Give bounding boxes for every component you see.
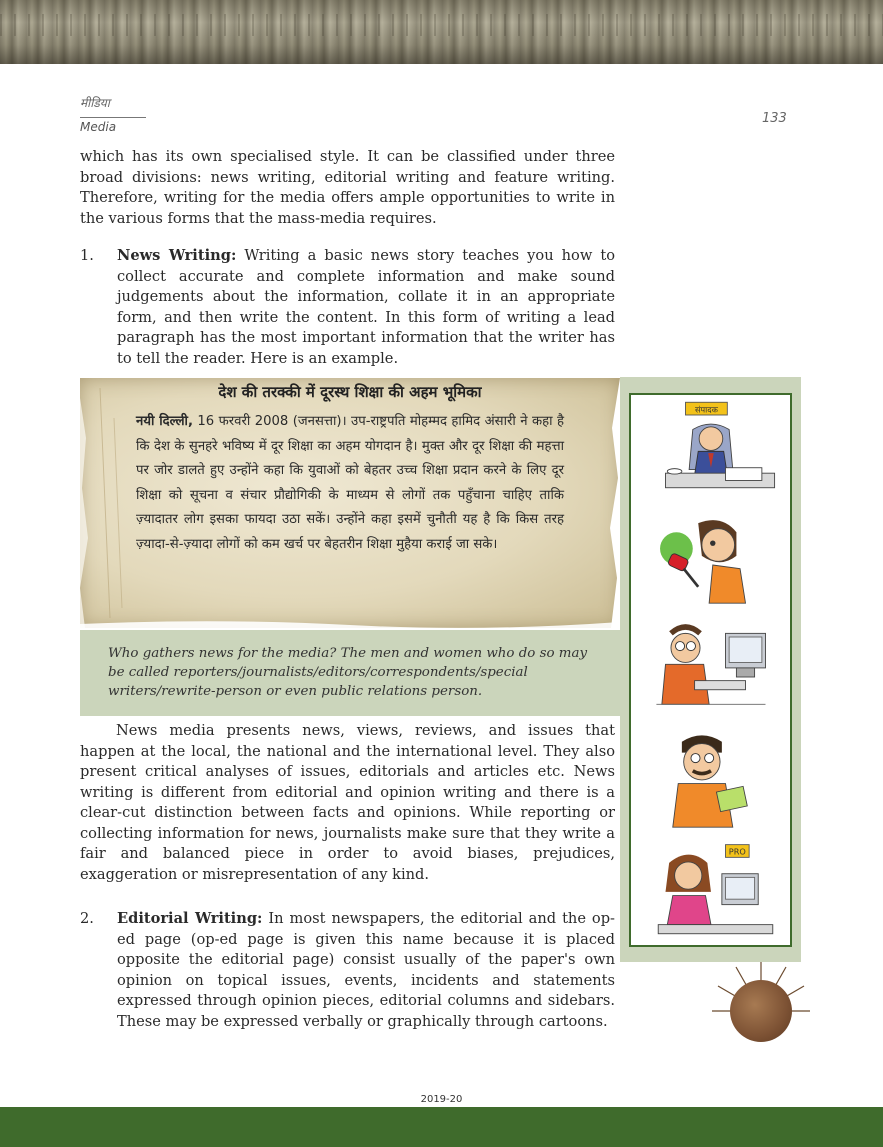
intro-paragraph: which has its own specialised style. It can be classified under three broad divisions: news writing, editorial writing and feature writing. Therefore, writing for the media offers ample opportunities to write in the various forms that the mass-media requires. (80, 148, 615, 227)
public-relations-cartoon (631, 841, 790, 941)
writer-computer-cartoon (631, 617, 790, 717)
caption-box (80, 630, 620, 716)
item-2-heading: Editorial Writing: (117, 910, 263, 927)
newspaper-clipping (80, 378, 620, 628)
cartoon-side-panel (620, 377, 801, 962)
footer-band (0, 1107, 883, 1147)
pro-sign-text: PRO (728, 846, 746, 857)
running-head-english: Media (80, 117, 146, 134)
clipping-text: 16 फरवरी 2008 (जनसत्ता)। उप-राष्ट्रपति मोहम्मद हामिद अंसारी ने कहा है कि देश के सुनहरे भविष्य में दूर शिक्षा का अहम योगदान है। मुक्त और दूर शिक्षा की महत्ता पर जोर डालते हुए उन्होंने कहा कि युवाओं को बेहतर उच्च शिक्षा प्रदान करने के लिए दूर शिक्षा को सूचना व संचार प्रौद्योगिकी के माध्यम से लोगों तक पहुँचाना चाहिए ताकि ज़्यादातर लोग इसका फायदा उठा सकें। उन्होंने कहा इसमें चुनौती यह है कि किस तरह ज़्यादा-से-ज़्यादा लोगों को कम खर्च पर बेहतरीन शिक्षा मुहैया कराई जा सके। (136, 414, 564, 552)
clipping-headline: देश की तरक्की में दूरस्थ शिक्षा की अहम भूमिका (218, 383, 482, 401)
journalist-notepad-cartoon (631, 729, 790, 829)
decorative-header-band (0, 0, 883, 64)
clipping-body (136, 410, 564, 557)
item-2-editorial-writing (117, 909, 615, 1032)
footer-year: 2019-20 (420, 1094, 463, 1105)
page-number: 133 (762, 111, 787, 126)
item-1-text: Writing a basic news story teaches you how to collect accurate and complete information and make sound judgements about the information, collate it in an appropriate form, and then write the content. In this form of writing a lead paragraph has the most important information that the writer has to tell the reader. Here is an example. (117, 247, 616, 367)
reporter-cartoon (631, 505, 790, 605)
item-2-text: In most newspapers, the editorial and the op-ed page (op-ed page is given this name because it is placed opposite the editorial page) consist usually of the paper's own opinion on topical issues, events, incidents and statements expressed through opinion pieces, editorial columns and sidebars. These may be expressed verbally or graphically through cartoons. (117, 910, 615, 1030)
news-media-paragraph: News media presents news, views, reviews, and issues that happen at the local, the national and the international level. They also present critical analyses of issues, editorials and articles etc. News writing is different from editorial and opinion writing and there is a clear-cut distinction between facts and opinions. While reporting or collecting information for news, journalists make sure that they write a fair and balanced piece in order to avoid biases, prejudices, exaggeration or misrepresentation of any kind. (80, 722, 615, 883)
running-head (80, 94, 146, 134)
item-2-number: 2. (80, 910, 94, 927)
item-1-heading: News Writing: (117, 247, 237, 264)
clipping-dateline: नयी दिल्ली, (136, 414, 193, 429)
item-1-number: 1. (80, 247, 94, 264)
header-band-shading (0, 0, 883, 64)
item-1-news-writing (117, 246, 615, 369)
running-head-hindi: मीडिया (80, 96, 110, 110)
caption-text: Who gathers news for the media? The men and women who do so may be called reporters/journalists/editors/correspondents/special writers/rewrite-person or even public relations person. (108, 646, 588, 699)
cartoon-frame (629, 393, 792, 947)
editor-sign-text: संपादक (694, 404, 718, 415)
editor-cartoon (631, 395, 790, 495)
sun-emblem (730, 980, 792, 1042)
